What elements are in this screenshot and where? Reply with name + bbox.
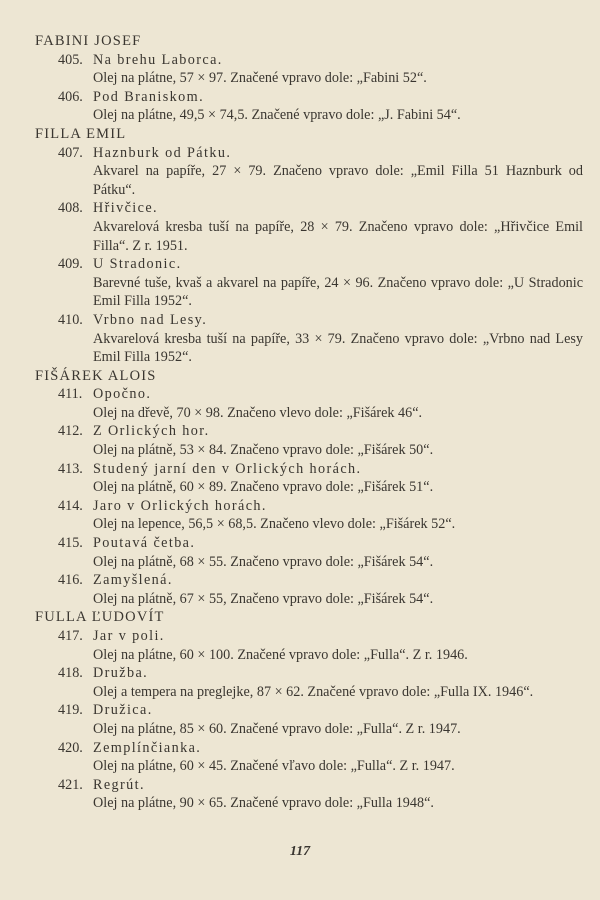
entry-title: U Stradonic. <box>93 256 182 273</box>
catalog-entry <box>35 571 583 608</box>
page-number: 117 <box>289 844 311 859</box>
artist-heading: FILLA EMIL <box>35 125 127 142</box>
artist-heading: FABINI JOSEF <box>35 33 142 49</box>
entry-description: Akvarelová kresba tuší na papíře, 33 × 79. Značeno vpravo dole: „Vrbno nad Lesy Emil Filla 1952“. <box>93 330 583 366</box>
entry-number: 420. <box>58 739 83 756</box>
entry-number: 421. <box>58 776 83 793</box>
entry-number: 414. <box>58 497 83 514</box>
entry-number: 416. <box>58 572 83 589</box>
entry-number: 413. <box>58 460 83 477</box>
catalog-entry <box>35 534 583 571</box>
entry-description: Olej na plátně, 67 × 55, Značeno vpravo dole: „Fišárek 54“. <box>93 590 434 607</box>
entry-description: Barevné tuše, kvaš a akvarel na papíře, 24 × 96. Značeno vpravo dole: „U Stradonic Emil Filla 1952“. <box>93 274 583 310</box>
catalog-entry <box>35 627 583 664</box>
entry-number: 419. <box>58 702 83 719</box>
entry-title: Poutavá četba. <box>93 535 196 552</box>
catalog-entry <box>35 460 583 497</box>
entry-number: 409. <box>58 256 83 273</box>
catalog-entry <box>35 88 583 125</box>
entry-description: Olej na plátne, 60 × 100. Značené vpravo dole: „Fulla“. Z r. 1946. <box>93 646 468 663</box>
artist-section <box>35 608 583 813</box>
entry-title: Pod Braniskom. <box>93 88 205 105</box>
entry-description: Olej na plátne, 60 × 45. Značené vľavo dole: „Fulla“. Z r. 1947. <box>93 758 455 775</box>
entry-title: Regrút. <box>93 776 145 793</box>
entry-title: Studený jarní den v Orlických horách. <box>93 460 362 477</box>
entry-title: Jaro v Orlických horách. <box>93 497 267 514</box>
entry-title: Na brehu Laborca. <box>93 51 223 68</box>
entry-description: Olej na plátne, 90 × 65. Značené vpravo dole: „Fulla 1948“. <box>93 795 434 812</box>
entry-number: 412. <box>58 423 83 440</box>
catalog-entry <box>35 776 583 813</box>
catalog-entry <box>35 199 583 255</box>
entry-number: 408. <box>58 200 83 217</box>
entry-title: Družica. <box>93 702 153 719</box>
entry-title: Z Orlických hor. <box>93 423 210 440</box>
entry-description: Olej na plátne, 85 × 60. Značené vpravo dole: „Fulla“. Z r. 1947. <box>93 720 461 737</box>
entry-number: 411. <box>58 386 83 403</box>
entry-description: Olej na dřevě, 70 × 98. Značeno vlevo dole: „Fišárek 46“. <box>93 404 423 421</box>
entry-description: Olej na plátne, 57 × 97. Značené vpravo dole: „Fabini 52“. <box>93 70 427 87</box>
entry-title: Zemplínčianka. <box>93 739 202 756</box>
artist-section <box>35 32 583 125</box>
catalog-entry <box>35 664 583 701</box>
entry-description: Akvarel na papíře, 27 × 79. Značeno vpravo dole: „Emil Filla 51 Haznburk od Pátku“. <box>93 163 583 198</box>
entry-title: Vrbno nad Lesy. <box>93 311 208 328</box>
artist-section <box>35 125 583 367</box>
catalog-entry <box>35 255 583 311</box>
catalog-entry <box>35 311 583 367</box>
catalog-entry <box>35 422 583 459</box>
catalog-entry <box>35 144 583 200</box>
entry-description: Olej a tempera na preglejke, 87 × 62. Značené vpravo dole: „Fulla IX. 1946“. <box>93 683 534 700</box>
entry-description: Olej na lepence, 56,5 × 68,5. Značeno vlevo dole: „Fišárek 52“. <box>93 516 456 533</box>
entry-number: 415. <box>58 535 83 552</box>
catalog-entry <box>35 385 583 422</box>
artist-heading: FULLA ĽUDOVÍT <box>35 609 165 626</box>
catalog-content <box>35 32 583 813</box>
artist-heading: FIŠÁREK ALOIS <box>35 367 157 384</box>
entry-title: Hřivčice. <box>93 200 158 217</box>
entry-number: 417. <box>58 628 83 644</box>
entry-number: 406. <box>58 88 83 105</box>
entry-description: Olej na plátně, 53 × 84. Značeno vpravo dole: „Fišárek 50“. <box>93 442 434 459</box>
entry-description: Olej na plátne, 49,5 × 74,5. Značené vpravo dole: „J. Fabini 54“. <box>93 107 461 124</box>
entry-number: 410. <box>58 311 83 328</box>
catalog-entry <box>35 497 583 534</box>
entry-number: 418. <box>58 665 83 682</box>
catalog-entry <box>35 51 583 88</box>
entry-number: 405. <box>58 51 83 68</box>
entry-description: Olej na plátně, 60 × 89. Značeno vpravo dole: „Fišárek 51“. <box>93 479 434 496</box>
entry-number: 407. <box>58 144 83 161</box>
entry-title: Zamyšlená. <box>93 572 173 589</box>
artist-section <box>35 367 583 609</box>
entry-title: Opočno. <box>93 386 152 403</box>
entry-description: Akvarelová kresba tuší na papíře, 28 × 79. Značeno vpravo dole: „Hřivčice Emil Filla“. Z r. 1951. <box>93 218 583 254</box>
entry-title: Haznburk od Pátku. <box>93 144 232 161</box>
catalog-entry <box>35 739 583 776</box>
entry-title: Družba. <box>93 665 149 682</box>
entry-description: Olej na plátně, 68 × 55. Značeno vpravo dole: „Fišárek 54“. <box>93 553 434 570</box>
catalog-entry <box>35 701 583 738</box>
entry-title: Jar v poli. <box>93 628 165 644</box>
